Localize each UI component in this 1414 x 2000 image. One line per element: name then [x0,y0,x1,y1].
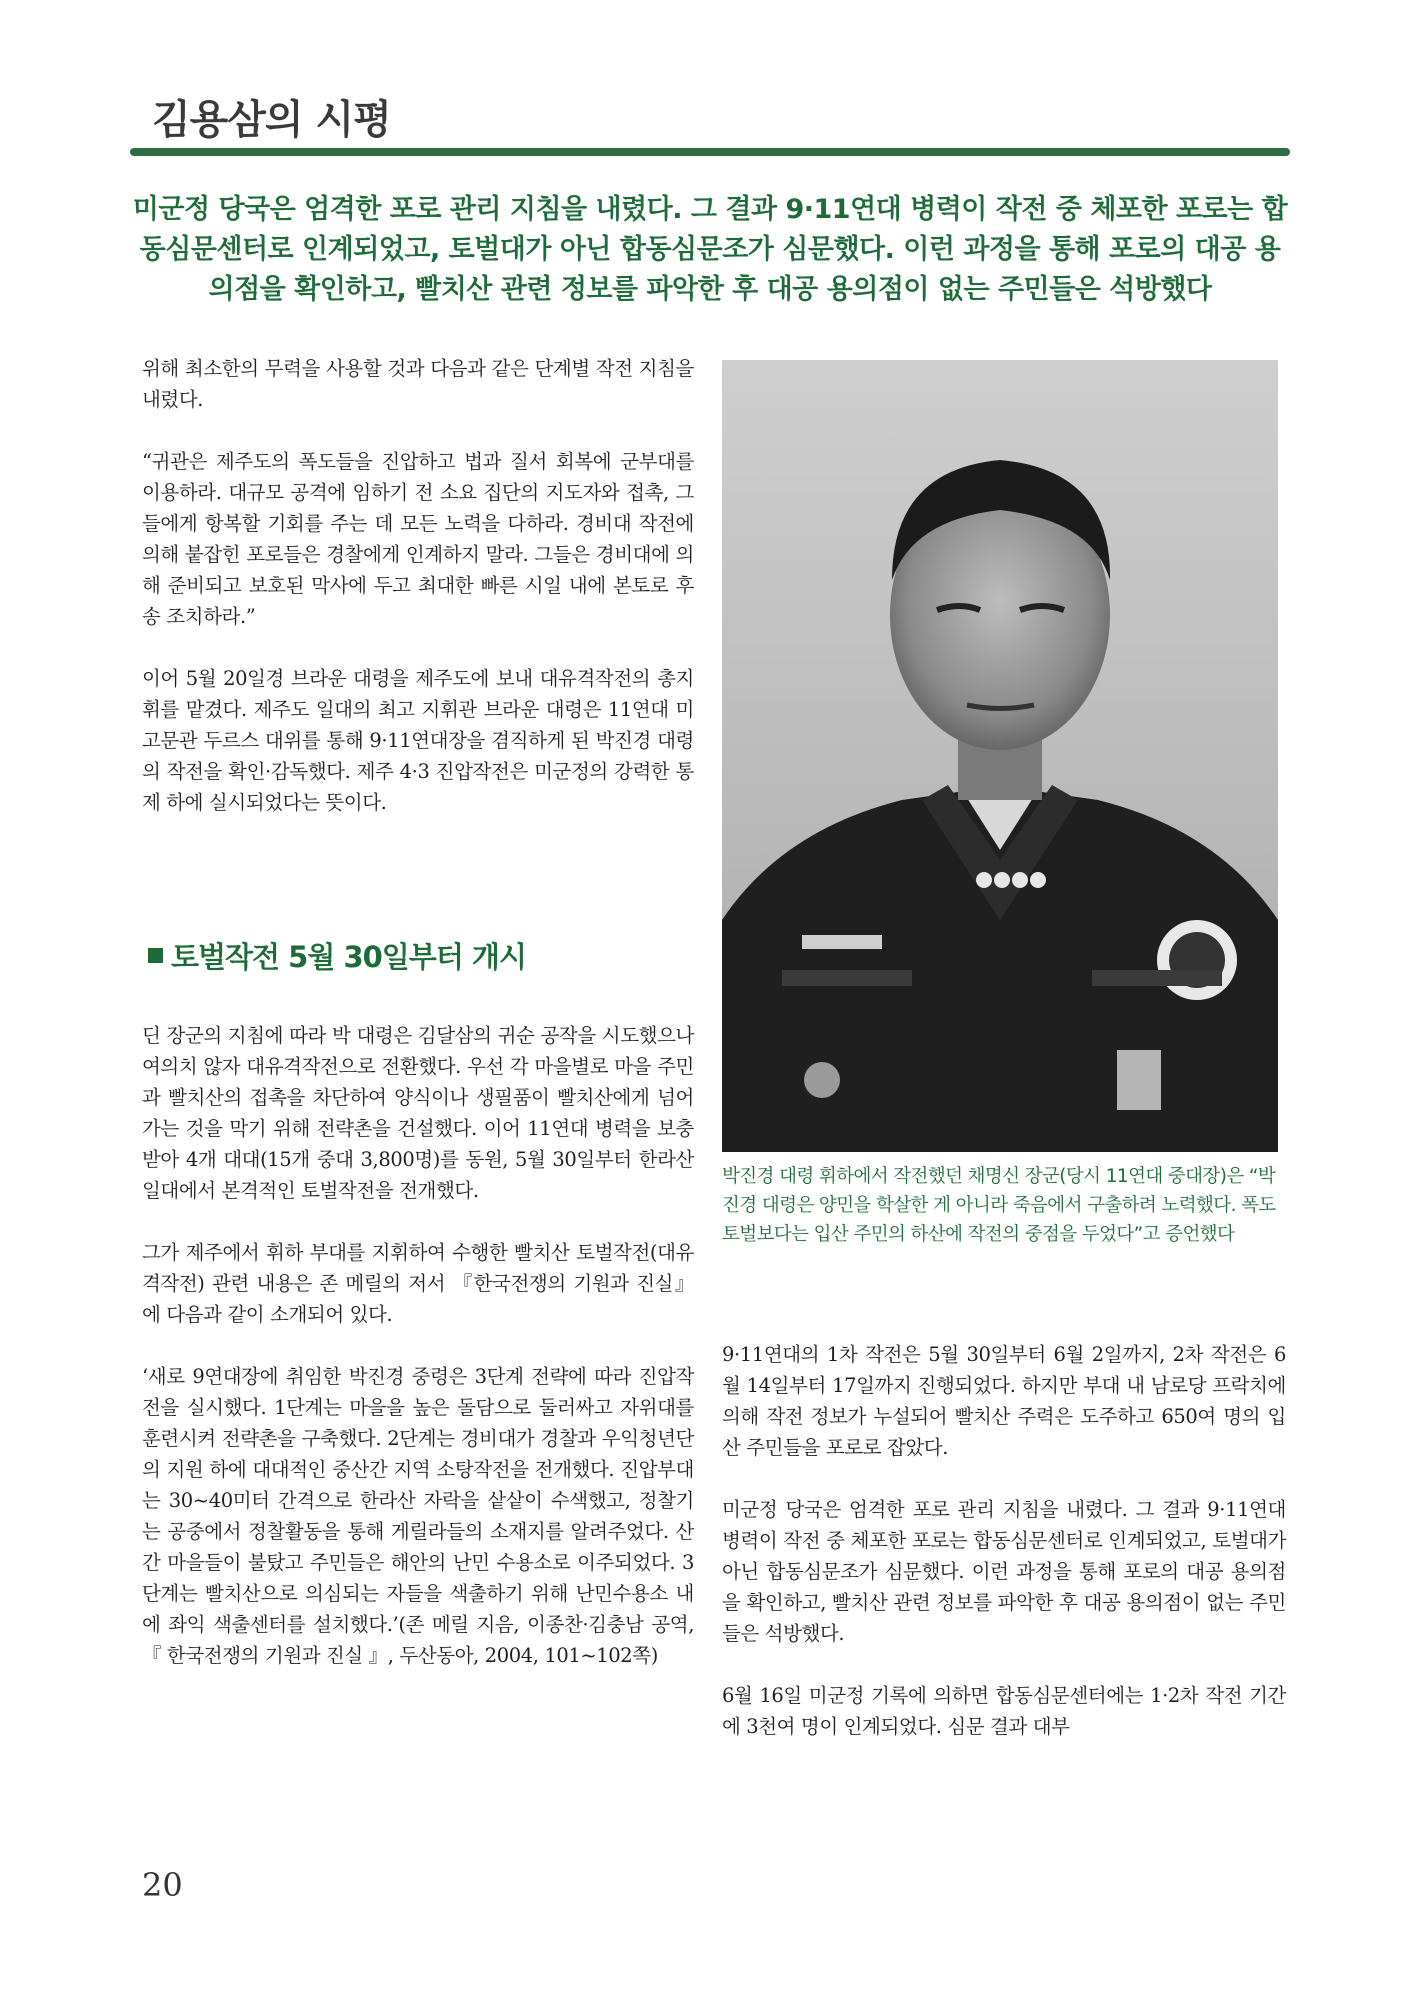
left-column [142,353,694,818]
paragraph: 위해 최소한의 무력을 사용할 것과 다음과 같은 단계별 작전 지침을 내렸다. [142,357,694,411]
left-column-lower [142,1020,694,1671]
photo-caption: 박진경 대령 휘하에서 작전했던 채명신 장군(당시 11연대 중대장)은 “박진경 대령은 양민을 학살한 게 아니라 죽음에서 구출하려 노력했다. 폭도 토벌보다는 입산 주민의 하산에 작전의 중점을 두었다”고 증언했다 [722,1166,1276,1245]
paragraph: ‘새로 9연대장에 취임한 박진경 중령은 3단계 전략에 따라 진압작전을 실시했다. 1단계는 마을을 높은 돌담으로 둘러싸고 자위대를 훈련시켜 전략촌을 구축했다. 2단계는 경비대가 경찰과 우익청년단의 지원 하에 대대적인 중산간 지역 소탕작전을 전개했다. 진압부대는 30~40미터 간격으로 한라산 자락을 샅샅이 수색했고, 정찰기는 공중에서 정찰활동을 통해 게릴라들의 소재지를 알려주었다. 산간 마을들이 불탔고 주민들은 해안의 난민 수용소로 이주되었다. 3단계는 빨치산으로 의심되는 자들을 색출하기 위해 난민수용소 내에 좌익 색출센터를 설치했다.’(존 메릴 지음, 이종찬·김충남 공역, 『 한국전쟁의 기원과 진실 』, 두산동아, 2004, 101~102쪽) [142,1365,694,1667]
paragraph: 그가 제주에서 휘하 부대를 지휘하여 수행한 빨치산 토벌작전(대유격작전) 관련 내용은 존 메릴의 저서 『한국전쟁의 기원과 진실』에 다음과 같이 소개되어 있다. [142,1241,694,1326]
portrait-photo [722,360,1278,1152]
page-number: 20 [142,1866,183,1904]
section-heading [148,935,526,976]
square-bullet-icon [148,948,163,963]
portrait-illustration [722,360,1278,1152]
section-heading-text: 토벌작전 5월 30일부터 개시 [171,940,526,974]
paragraph: “귀관은 제주도의 폭도들을 진압하고 법과 질서 회복에 군부대를 이용하라. 대규모 공격에 임하기 전 소요 집단의 지도자와 접촉, 그들에게 항복할 기회를 주는 데 모든 노력을 다하라. 경비대 작전에 의해 붙잡힌 포로들은 경찰에게 인계하지 말라. 그들은 경비대에 의해 준비되고 보호된 막사에 두고 최대한 빠른 시일 내에 본토로 후송 조치하라.” [142,450,694,628]
paragraph: 이어 5월 20일경 브라운 대령을 제주도에 보내 대유격작전의 총지휘를 맡겼다. 제주도 일대의 최고 지휘관 브라운 대령은 11연대 미 고문관 두르스 대위를 통해 9·11연대장을 겸직하게 된 박진경 대령의 작전을 확인·감독했다. 제주 4·3 진압작전은 미군정의 강력한 통제 하에 실시되었다는 뜻이다. [142,667,694,814]
header-title: 김용삼의 시평 [152,97,391,143]
paragraph: 9·11연대의 1차 작전은 5월 30일부터 6월 2일까지, 2차 작전은 6월 14일부터 17일까지 진행되었다. 하지만 부대 내 남로당 프락치에 의해 작전 정보가 누설되어 빨치산 주력은 도주하고 650여 명의 입산 주민들을 포로로 잡았다. [722,1343,1286,1459]
paragraph: 미군정 당국은 엄격한 포로 관리 지침을 내렸다. 그 결과 9·11연대 병력이 작전 중 체포한 포로는 합동심문센터로 인계되었고, 토벌대가 아닌 합동심문조가 심문했다. 이런 과정을 통해 포로의 대공 용의점을 확인하고, 빨치산 관련 정보를 파악한 후 대공 용의점이 없는 주민들은 석방했다. [722,1498,1286,1645]
right-column [722,1339,1286,1742]
header-rule [130,148,1290,156]
paragraph: 6월 16일 미군정 기록에 의하면 합동심문센터에는 1·2차 작전 기간에 3천여 명이 인계되었다. 심문 결과 대부 [722,1684,1286,1738]
lead-summary: 미군정 당국은 엄격한 포로 관리 지침을 내렸다. 그 결과 9·11연대 병력이 작전 중 체포한 포로는 합동심문센터로 인계되었고, 토벌대가 아닌 합동심문조가 심문했다. 이런 과정을 통해 포로의 대공 용의점을 확인하고, 빨치산 관련 정보를 파악한 후 대공 용의점이 없는 주민들은 석방했다 [132,194,1288,305]
paragraph: 딘 장군의 지침에 따라 박 대령은 김달삼의 귀순 공작을 시도했으나 여의치 않자 대유격작전으로 전환했다. 우선 각 마을별로 마을 주민과 빨치산의 접촉을 차단하여 양식이나 생필품이 빨치산에게 넘어가는 것을 막기 위해 전략촌을 건설했다. 이어 11연대 병력을 보충 받아 4개 대대(15개 중대 3,800명)를 동원, 5월 30일부터 한라산 일대에서 본격적인 토벌작전을 전개했다. [142,1024,694,1202]
